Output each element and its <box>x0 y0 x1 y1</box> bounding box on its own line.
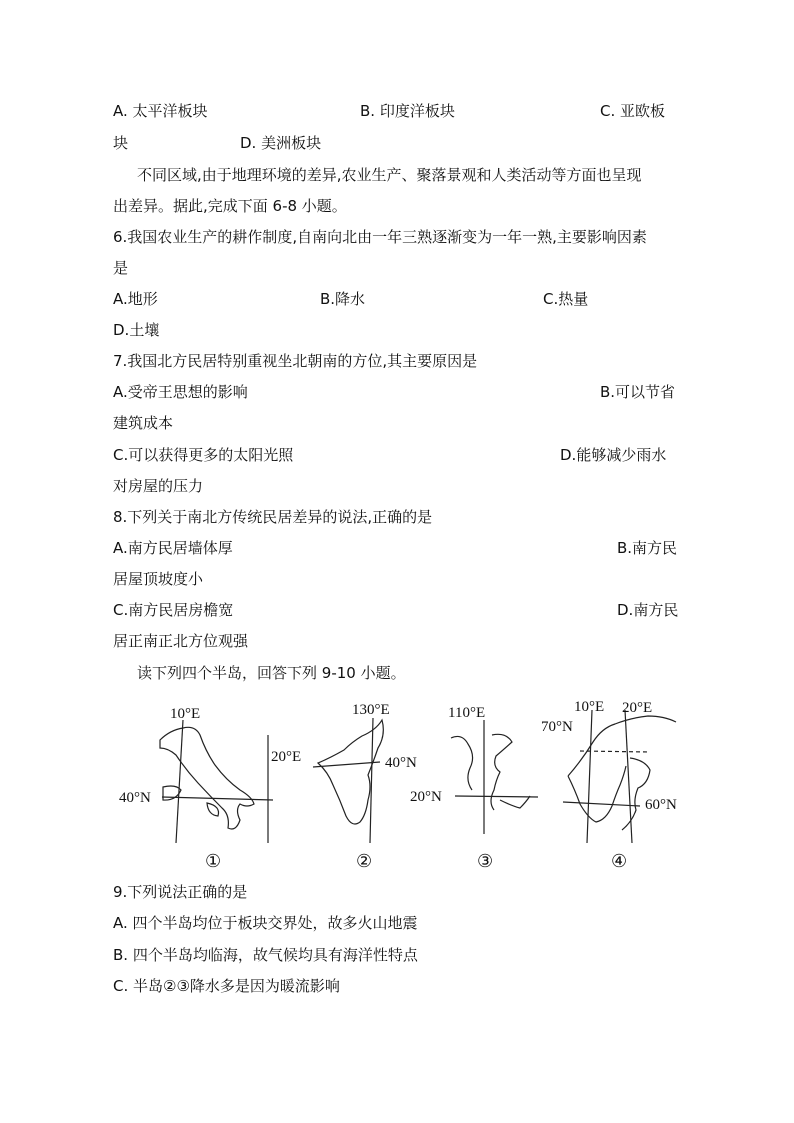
q5-option-a: A. 太平洋板块 <box>113 102 208 120</box>
q6-option-a: A.地形 <box>113 290 158 308</box>
q6-option-c: C.热量 <box>543 290 589 308</box>
map-4-lon-b-label: 20°E <box>622 700 653 716</box>
map-4-lat-bottom-label: 60°N <box>645 797 677 813</box>
map-1-lon-label: 10°E <box>170 706 201 722</box>
map-2-lat-label: 40°N <box>385 755 417 771</box>
q5-option-d: D. 美洲板块 <box>240 134 322 152</box>
q5-option-b: B. 印度洋板块 <box>360 102 455 120</box>
q8-option-b-cont: 居屋顶坡度小 <box>113 570 204 588</box>
q6-option-d: D.土壤 <box>113 321 160 339</box>
map-3-number: ③ <box>477 851 494 872</box>
q9-option-b: B. 四个半岛均临海，故气候均具有海洋性特点 <box>113 946 418 964</box>
map-2-lon-left-label: 20°E <box>271 749 302 765</box>
map-4-scandinavia <box>563 710 676 843</box>
q8-option-c: C.南方民居房檐宽 <box>113 601 234 619</box>
q7-option-c: C.可以获得更多的太阳光照 <box>113 446 294 464</box>
q7-stem: 7.我国北方民居特别重视坐北朝南的方位,其主要原因是 <box>113 352 478 370</box>
q8-option-d: D.南方民 <box>617 601 679 619</box>
q9-option-c: C. 半岛②③降水多是因为暖流影响 <box>113 977 340 995</box>
q7-option-d-cont: 对房屋的压力 <box>113 477 204 495</box>
intro-9-10: 读下列四个半岛，回答下列 9-10 小题。 <box>137 664 406 682</box>
map-1-lat-label: 40°N <box>119 790 151 806</box>
map-4-number: ④ <box>611 851 628 872</box>
q8-option-b: B.南方民 <box>617 539 678 557</box>
q9-option-a: A. 四个半岛均位于板块交界处，故多火山地震 <box>113 914 418 932</box>
q5-option-c-cont: 块 <box>113 134 129 152</box>
q8-option-d-cont: 居正南正北方位观强 <box>113 632 249 650</box>
map-4-lon-a-label: 10°E <box>574 699 605 715</box>
map-3-lon-label: 110°E <box>448 705 486 721</box>
q7-option-b: B.可以节省 <box>600 383 676 401</box>
map-2-lon-top-label: 130°E <box>352 702 390 718</box>
q7-option-d: D.能够减少雨水 <box>560 446 667 464</box>
map-2-number: ② <box>356 851 373 872</box>
q6-stem-line2: 是 <box>113 259 129 277</box>
map-3-indochina <box>451 720 538 834</box>
q7-option-a: A.受帝王思想的影响 <box>113 383 248 401</box>
map-1-italy <box>160 720 273 843</box>
map-2-korea <box>313 718 383 843</box>
q8-stem: 8.下列关于南北方传统民居差异的说法,正确的是 <box>113 508 433 526</box>
q7-option-b-cont: 建筑成本 <box>113 414 174 432</box>
q8-option-a: A.南方民居墙体厚 <box>113 539 233 557</box>
q9-stem: 9.下列说法正确的是 <box>113 883 248 901</box>
map-3-lat-label: 20°N <box>410 789 442 805</box>
intro-6-8-line1: 不同区域,由于地理环境的差异,农业生产、聚落景观和人类活动等方面也呈现 <box>137 166 642 184</box>
q6-option-b: B.降水 <box>320 290 366 308</box>
q5-option-c: C. 亚欧板 <box>600 102 666 120</box>
intro-6-8-line2: 出差异。据此,完成下面 6-8 小题。 <box>113 197 347 215</box>
map-1-number: ① <box>205 851 222 872</box>
q6-stem-line1: 6.我国农业生产的耕作制度,自南向北由一年三熟逐渐变为一年一熟,主要影响因素 <box>113 228 647 246</box>
map-4-lat-top-label: 70°N <box>541 719 573 735</box>
